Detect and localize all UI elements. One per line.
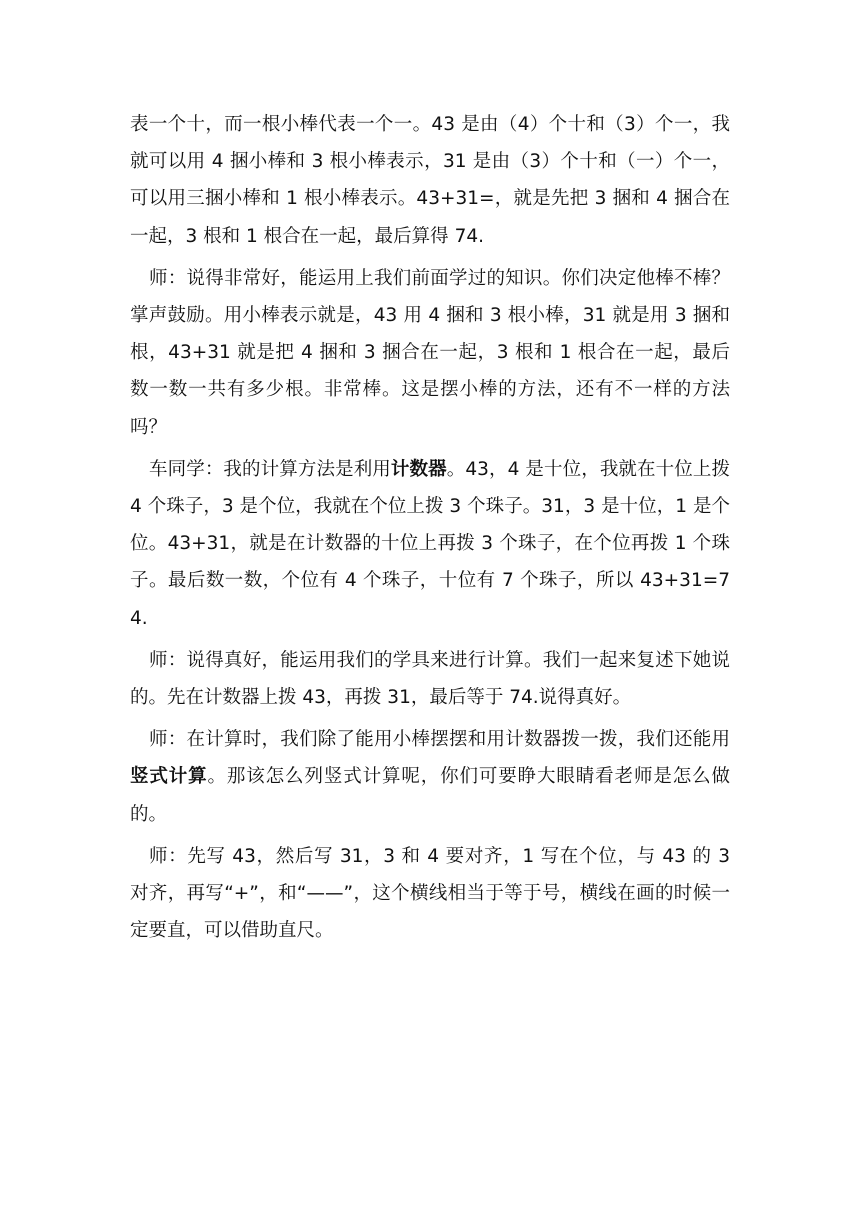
paragraph-5-bold-term: 竖式计算	[130, 766, 208, 788]
paragraph-4-text: 师：说得真好，能运用我们的学具来进行计算。我们一起来复述下她说的。先在计数器上拨 43，再拨 31，最后等于 74.说得真好。	[130, 649, 730, 709]
paragraph-4	[130, 642, 730, 716]
paragraph-2-text: 师：说得非常好，能运用上我们前面学过的知识。你们决定他棒不棒？掌声鼓励。用小棒表示就是，43 用 4 捆和 3 根小棒，31 就是用 3 捆和根，43+31 就是把 4 捆和 3 捆合在一起，3 根和 1 根合在一起，最后数一数一共有多少根。非常棒。这是摆小棒的方法，还有不一样的方法吗？	[130, 267, 730, 438]
paragraph-2	[130, 260, 730, 446]
paragraph-1-text: 表一个十，而一根小棒代表一个一。43 是由（4）个十和（3）个一，我就可以用 4 捆小棒和 3 根小棒表示，31 是由（3）个十和（一）个一，可以用三捆小棒和 1 根小棒表示。43+31=，就是先把 3 捆和 4 捆合在一起，3 根和 1 根合在一起，最后算得 74.	[130, 114, 730, 247]
paragraph-5-text-a: 师：在计算时，我们除了能用小棒摆摆和用计数器拨一拨，我们还能用	[149, 729, 730, 751]
paragraph-6-text: 师：先写 43，然后写 31，3 和 4 要对齐，1 写在个位，与 43 的 3 对齐，再写“+”，和“——”，这个横线相当于等于号，横线在画的时候一定要直，可以借助直尺。	[130, 845, 730, 942]
document-page	[130, 106, 730, 949]
paragraph-5-text-b: 。那该怎么列竖式计算呢，你们可要睁大眼睛看老师是怎么做的。	[130, 766, 730, 825]
paragraph-3-bold-term: 计数器	[390, 458, 447, 480]
paragraph-3-text-b: 。43，4 是十位，我就在十位上拨 4 个珠子，3 是个位，我就在个位上拨 3 个珠子。31，3 是十位，1 是个位。43+31，就是在计数器的十位上再拨 3 个珠子，在个位再拨 1 个珠子。最后数一数，个位有 4 个珠子，十位有 7 个珠子，所以 43+31=74.	[130, 458, 730, 629]
paragraph-5	[130, 721, 730, 833]
paragraph-3-text-a: 车同学：我的计算方法是利用	[149, 458, 391, 480]
paragraph-3	[130, 451, 730, 637]
paragraph-1	[130, 106, 730, 255]
paragraph-6	[130, 838, 730, 950]
